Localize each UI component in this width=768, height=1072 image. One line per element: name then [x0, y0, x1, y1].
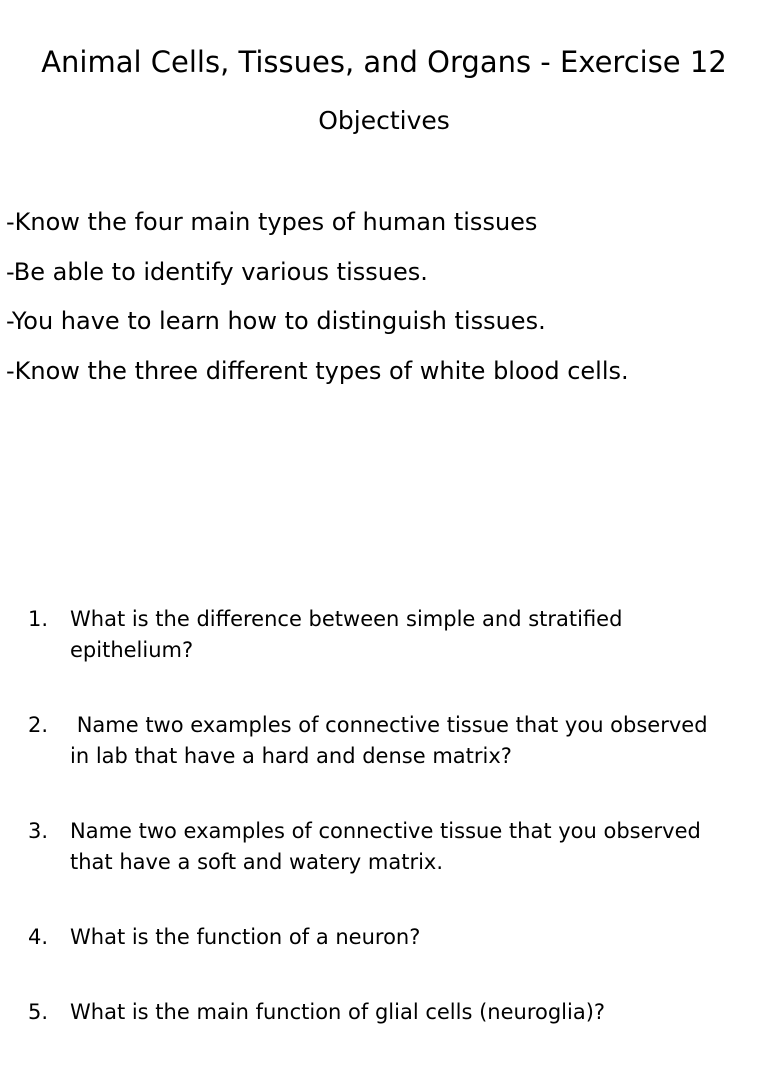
question-item: [0, 710, 715, 772]
question-text: Name two examples of connective tissue that you observed in lab that have a hard and dense matrix?: [70, 713, 715, 768]
question-number: 2.: [28, 713, 49, 737]
question-number: 5.: [28, 1000, 49, 1024]
page-title: Animal Cells, Tissues, and Organs - Exercise 12: [41, 45, 727, 79]
objective-item: -Know the four main types of human tissues: [6, 208, 538, 236]
question-item: [0, 997, 710, 1028]
section-heading-objectives: Objectives: [318, 106, 450, 135]
question-item: [0, 604, 710, 666]
question-item: [0, 816, 710, 878]
question-number: 4.: [28, 925, 49, 949]
question-number: 1.: [28, 607, 49, 631]
question-number: 3.: [28, 819, 49, 843]
question-text: What is the function of a neuron?: [70, 925, 421, 949]
objective-item: -Be able to identify various tissues.: [6, 257, 428, 286]
question-item: [0, 922, 710, 953]
objective-item: -You have to learn how to distinguish tissues.: [6, 307, 546, 335]
question-text: What is the main function of glial cells (neuroglia)?: [70, 1000, 606, 1024]
question-text: What is the difference between simple and stratified epithelium?: [70, 607, 623, 662]
question-text: Name two examples of connective tissue that you observed that have a soft and watery matrix.: [70, 819, 701, 874]
questions-list: [0, 604, 768, 1072]
objectives-list: [6, 198, 766, 396]
objective-item: -Know the three different types of white blood cells.: [6, 356, 629, 385]
